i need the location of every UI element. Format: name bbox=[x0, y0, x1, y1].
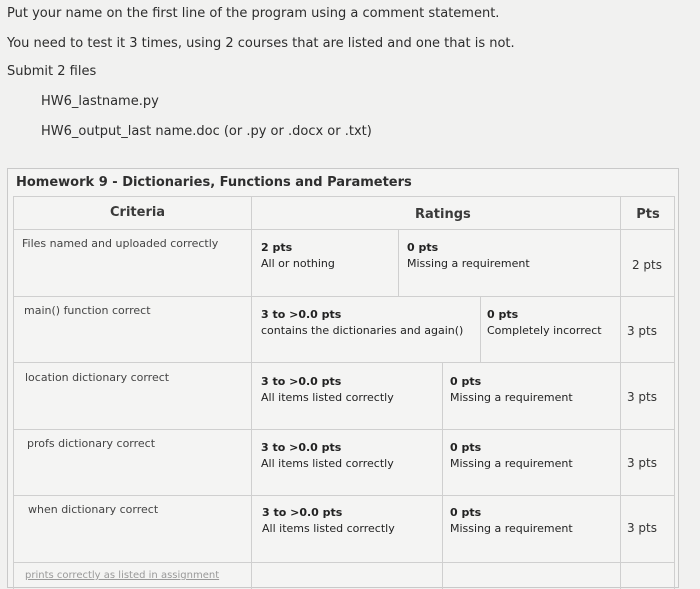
instruction-test-times: You need to test it 3 times, using 2 courses that are listed and one that is not. bbox=[7, 36, 515, 51]
criterion-location-dictionary: location dictionary correct bbox=[25, 371, 170, 384]
rating-main-full: 3 to >0.0 pts contains the dictionaries and again() bbox=[261, 308, 464, 337]
header-criteria: Criteria bbox=[110, 205, 166, 220]
points-when: 3 pts bbox=[626, 521, 658, 535]
criterion-when-dictionary: when dictionary correct bbox=[28, 503, 159, 516]
header-ratings: Ratings bbox=[415, 207, 471, 222]
rating-main-none: 0 pts Completely incorrect bbox=[487, 308, 602, 337]
rating-location-full: 3 to >0.0 pts All items listed correctly bbox=[261, 375, 394, 404]
instruction-name-comment: Put your name on the first line of the program using a comment statement. bbox=[7, 6, 500, 21]
header-pts: Pts bbox=[636, 207, 660, 222]
rating-when-full: 3 to >0.0 pts All items listed correctly bbox=[262, 506, 395, 535]
rubric-table bbox=[7, 168, 679, 588]
criterion-main-function: main() function correct bbox=[24, 304, 151, 317]
cutoff-criterion-text: prints correctly as listed in assignment bbox=[25, 570, 220, 581]
rating-profs-none: 0 pts Missing a requirement bbox=[450, 441, 573, 470]
points-files: 2 pts bbox=[631, 258, 663, 272]
points-location: 3 pts bbox=[626, 390, 658, 404]
instruction-submit: Submit 2 files bbox=[7, 64, 97, 79]
points-main: 3 pts bbox=[626, 324, 658, 338]
rating-files-full: 2 pts All or nothing bbox=[261, 241, 335, 270]
rating-when-none: 0 pts Missing a requirement bbox=[450, 506, 573, 535]
rating-files-none: 0 pts Missing a requirement bbox=[407, 241, 530, 270]
rubric-title: Homework 9 - Dictionaries, Functions and Parameters bbox=[16, 175, 412, 190]
rating-profs-full: 3 to >0.0 pts All items listed correctly bbox=[261, 441, 394, 470]
points-profs: 3 pts bbox=[626, 456, 658, 470]
submit-file-1: HW6_lastname.py bbox=[41, 94, 159, 109]
submit-file-2: HW6_output_last name.doc (or .py or .docx or .txt) bbox=[41, 124, 372, 139]
rating-location-none: 0 pts Missing a requirement bbox=[450, 375, 573, 404]
criterion-files: Files named and uploaded correctly bbox=[22, 237, 219, 250]
criterion-profs-dictionary: profs dictionary correct bbox=[27, 437, 156, 450]
